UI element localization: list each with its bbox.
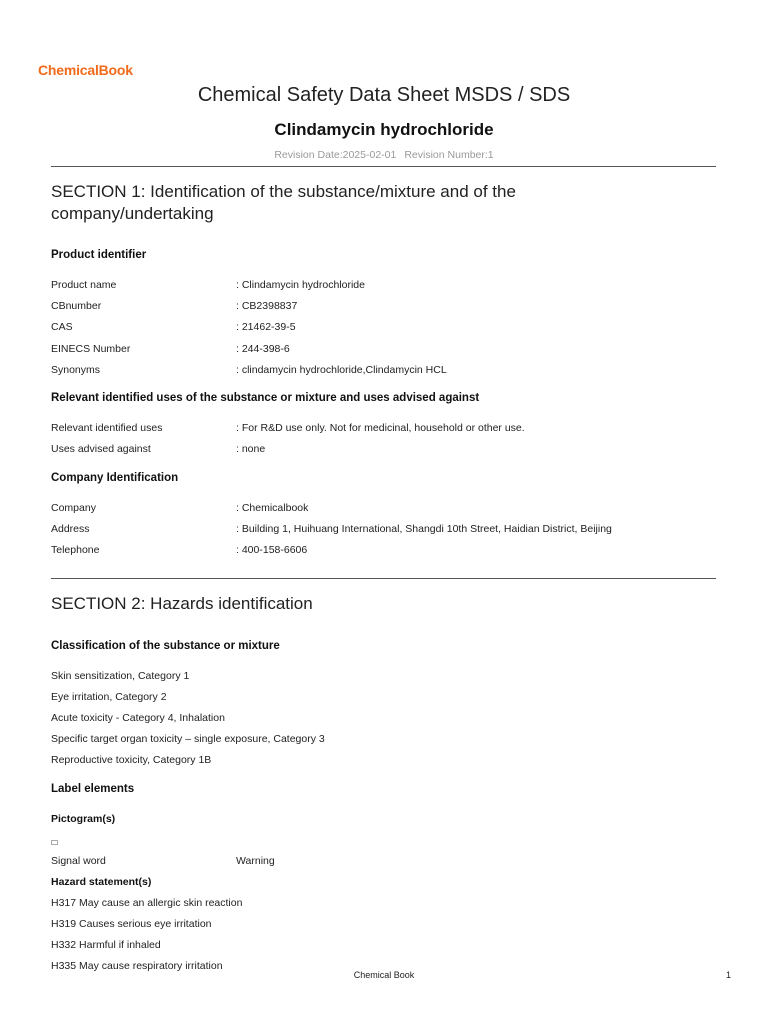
header-divider bbox=[51, 166, 716, 167]
synonyms-value: : clindamycin hydrochloride,Clindamycin HCL bbox=[236, 364, 447, 376]
document-title: Chemical Safety Data Sheet MSDS / SDS bbox=[197, 84, 571, 106]
uses-advised-against-value: : none bbox=[236, 443, 266, 455]
revision-date: Revision Date:2025-02-01 bbox=[274, 149, 397, 161]
classification-item: Skin sensitization, Category 1 bbox=[51, 670, 190, 682]
einecs-label: EINECS Number bbox=[51, 343, 131, 355]
uses-advised-against-label: Uses advised against bbox=[51, 443, 151, 455]
telephone-value: : 400-158-6606 bbox=[236, 544, 308, 556]
product-name-value: : Clindamycin hydrochloride bbox=[236, 279, 365, 291]
revision-info bbox=[0, 149, 768, 161]
section-divider bbox=[51, 578, 716, 579]
label-elements-heading: Label elements bbox=[51, 783, 135, 795]
classification-heading: Classification of the substance or mixture bbox=[51, 640, 280, 652]
address-label: Address bbox=[51, 523, 90, 535]
product-name-label: Product name bbox=[51, 279, 117, 291]
telephone-label: Telephone bbox=[51, 544, 100, 556]
hazard-statement: H319 Causes serious eye irritation bbox=[51, 918, 212, 930]
cbnumber-label: CBnumber bbox=[51, 300, 102, 312]
relevant-uses-label: Relevant identified uses bbox=[51, 422, 163, 434]
chemicalbook-logo: ChemicalBook bbox=[38, 62, 133, 78]
relevant-uses-heading: Relevant identified uses of the substance or mixture and uses advised against bbox=[51, 392, 480, 404]
section-1-title: SECTION 1: Identification of the substance/mixture and of the company/undertaking bbox=[51, 182, 516, 223]
classification-item: Reproductive toxicity, Category 1B bbox=[51, 754, 212, 766]
signal-word-value: Warning bbox=[236, 855, 275, 867]
pictograms-heading: Pictogram(s) bbox=[51, 813, 116, 825]
product-title: Clindamycin hydrochloride bbox=[274, 120, 494, 139]
cas-label: CAS bbox=[51, 321, 73, 333]
company-value: : Chemicalbook bbox=[236, 502, 309, 514]
signal-word-label: Signal word bbox=[51, 855, 106, 867]
classification-item: Acute toxicity - Category 4, Inhalation bbox=[51, 712, 225, 724]
synonyms-label: Synonyms bbox=[51, 364, 101, 376]
company-identification-heading: Company Identification bbox=[51, 472, 179, 484]
hazard-statement: H335 May cause respiratory irritation bbox=[51, 960, 223, 972]
cas-value: : 21462-39-5 bbox=[236, 321, 296, 333]
relevant-uses-value: : For R&D use only. Not for medicinal, household or other use. bbox=[236, 422, 525, 434]
hazard-statement: H332 Harmful if inhaled bbox=[51, 939, 161, 951]
footer-source: Chemical Book bbox=[353, 970, 415, 980]
product-identifier-heading: Product identifier bbox=[51, 249, 147, 261]
company-label: Company bbox=[51, 502, 96, 514]
pictogram-image-placeholder bbox=[51, 840, 58, 845]
address-value: : Building 1, Huihuang International, Shangdi 10th Street, Haidian District, Beijing bbox=[236, 523, 612, 535]
einecs-value: : 244-398-6 bbox=[236, 343, 290, 355]
classification-item: Eye irritation, Category 2 bbox=[51, 691, 167, 703]
cbnumber-value: : CB2398837 bbox=[236, 300, 298, 312]
section-2-title: SECTION 2: Hazards identification bbox=[51, 594, 313, 613]
hazard-statements-heading: Hazard statement(s) bbox=[51, 876, 152, 888]
revision-number: Revision Number:1 bbox=[404, 149, 494, 161]
hazard-statement: H317 May cause an allergic skin reaction bbox=[51, 897, 243, 909]
page-number: 1 bbox=[726, 970, 732, 980]
classification-item: Specific target organ toxicity – single exposure, Category 3 bbox=[51, 733, 325, 745]
